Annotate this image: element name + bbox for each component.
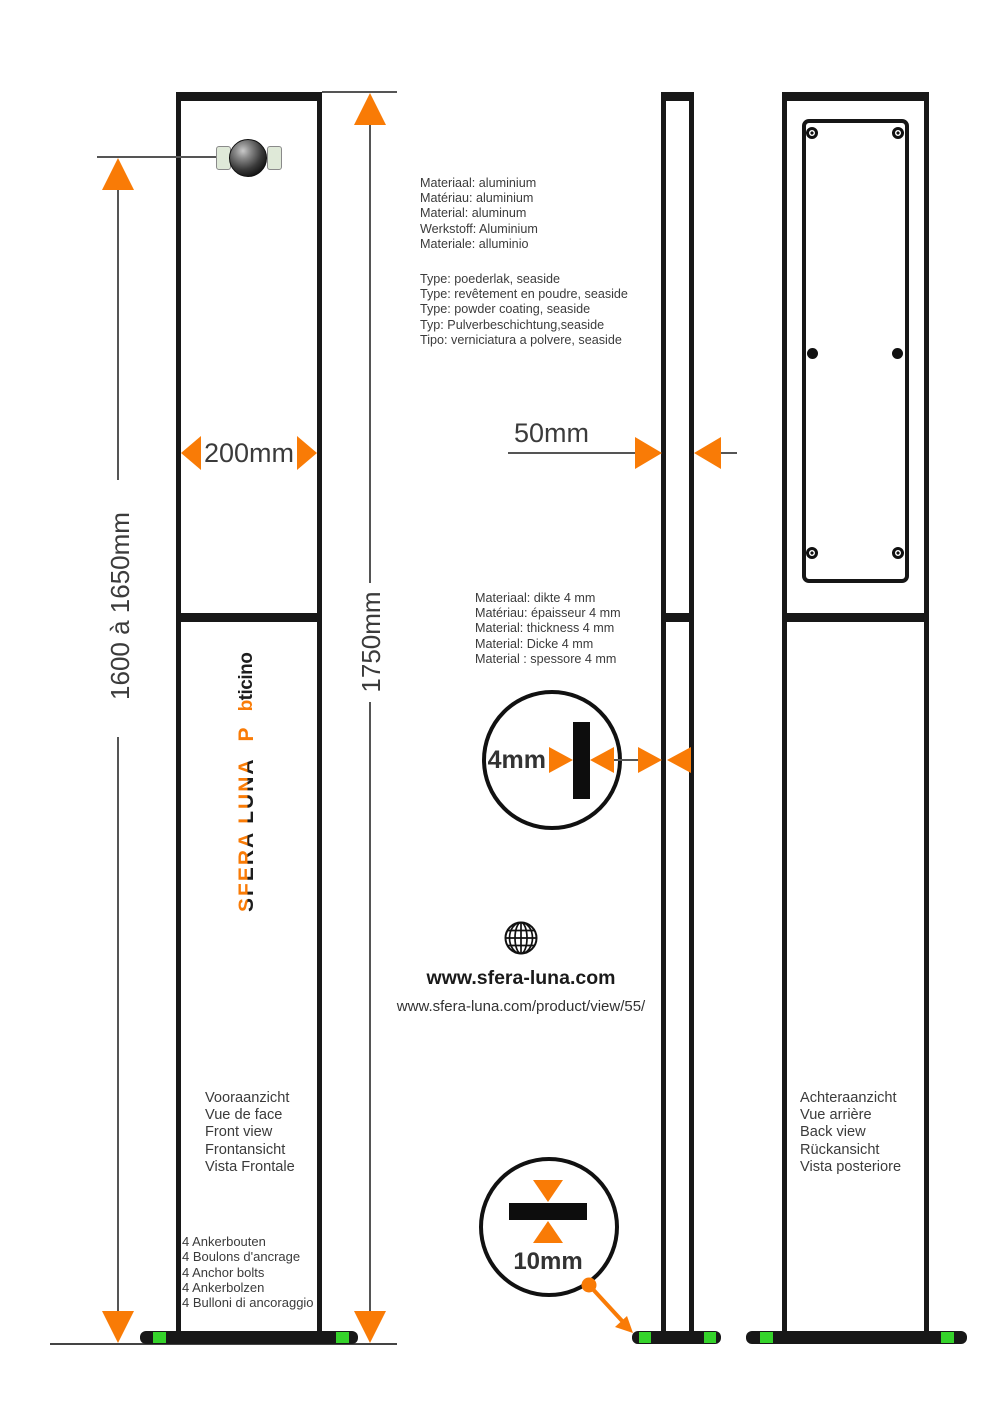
anchor-line: 4 Bulloni di ancoraggio — [182, 1295, 314, 1311]
front-view-labels — [205, 1090, 295, 1176]
arrow-down-icon — [102, 1311, 134, 1343]
website-url: www.sfera-luna.com — [426, 967, 616, 989]
screw-icon — [806, 127, 818, 139]
screw-icon — [892, 348, 903, 359]
arrow-up-icon — [102, 158, 134, 190]
base-thickness-label: 10mm — [513, 1248, 583, 1275]
spec-line: Matériau: épaisseur 4 mm — [475, 606, 621, 621]
dimension-line — [369, 125, 371, 583]
leader-line — [614, 759, 640, 761]
dimension-line — [117, 737, 119, 1311]
website-product-url: www.sfera-luna.com/product/view/55/ — [396, 998, 646, 1015]
view-label: Vue de face — [205, 1107, 283, 1124]
arrow-left-icon — [694, 437, 721, 469]
anchor-bolt-marker — [336, 1332, 349, 1343]
side-view-divider — [661, 613, 694, 622]
view-label: Front view — [205, 1124, 273, 1141]
camera-sphere — [229, 139, 267, 177]
back-base-plate — [746, 1331, 967, 1344]
spec-line: Matériau: aluminium — [420, 191, 534, 206]
spec-line: Materiale: alluminio — [420, 236, 529, 251]
bticino-b: b — [236, 700, 257, 712]
anchor-line: 4 Ankerbolzen — [182, 1279, 265, 1295]
view-label: Vue arrière — [800, 1107, 872, 1124]
back-view-divider — [782, 613, 929, 622]
wall-section-bar — [573, 722, 590, 799]
spec-line: Material: thickness 4 mm — [475, 621, 615, 636]
logo-brand-text: SFERA LUNA — [235, 757, 258, 912]
depth-dimension: 50mm — [514, 418, 590, 448]
thickness-spec-block — [475, 591, 621, 667]
view-label: Frontansicht — [205, 1141, 286, 1158]
screw-icon — [807, 348, 818, 359]
view-label: Vista posteriore — [800, 1158, 902, 1175]
anchor-line: 4 Ankerbouten — [182, 1234, 266, 1249]
front-view-divider — [176, 613, 322, 622]
height-range-dimension: 1600 à 1650mm — [104, 512, 135, 700]
spec-line: Material: aluminum — [420, 206, 527, 221]
arrow-up-icon — [354, 93, 386, 125]
overall-height-dimension: 1750mm — [355, 591, 386, 693]
globe-icon — [503, 920, 539, 956]
anchor-bolt-marker — [704, 1332, 716, 1343]
logo-series-letter: P — [235, 727, 258, 742]
triangle-down-icon — [533, 1180, 563, 1202]
spec-line: Type: revêtement en poudre, seaside — [420, 287, 628, 302]
spec-line: Type: powder coating, seaside — [420, 302, 591, 317]
wall-thickness-label: 4mm — [487, 746, 546, 774]
spec-line: Type: poederlak, seaside — [420, 272, 561, 286]
sfera-luna-logo — [233, 642, 261, 912]
anchor-bolt-marker — [941, 1332, 954, 1343]
view-label: Vista Frontale — [205, 1158, 295, 1175]
spec-line: Materiaal: dikte 4 mm — [475, 591, 596, 605]
arrow-right-icon — [549, 747, 573, 773]
material-spec-block — [420, 176, 538, 252]
spec-line: Material: Dicke 4 mm — [475, 636, 594, 651]
side-view-column — [661, 92, 694, 1332]
spec-line: Werkstoff: Aluminium — [420, 221, 538, 236]
bticino-rest: ticino — [236, 652, 257, 701]
screw-icon — [892, 547, 904, 559]
coating-spec-block — [420, 272, 628, 348]
anchor-line: 4 Boulons d'ancrage — [182, 1249, 301, 1265]
view-label: Achteraanzicht — [800, 1090, 897, 1106]
dimension-line — [508, 452, 636, 454]
view-label: Vooraanzicht — [205, 1090, 290, 1106]
arrow-left-icon — [590, 747, 614, 773]
anchor-bolt-marker — [760, 1332, 773, 1343]
arrow-right-icon — [635, 437, 662, 469]
arrow-left-icon — [667, 747, 691, 773]
dimension-line — [721, 452, 737, 454]
screw-icon — [892, 127, 904, 139]
view-label: Back view — [800, 1124, 866, 1141]
sphere-right-tab — [267, 146, 282, 170]
anchor-line: 4 Anchor bolts — [182, 1264, 265, 1280]
dimension-line — [117, 190, 119, 480]
spec-line: Tipo: verniciatura a polvere, seaside — [420, 332, 622, 347]
spec-line: Materiaal: aluminium — [420, 176, 537, 190]
spec-line: Typ: Pulverbeschichtung,seaside — [420, 317, 605, 332]
back-view-labels — [800, 1090, 901, 1176]
spec-line: Material : spessore 4 mm — [475, 651, 617, 666]
triangle-up-icon — [533, 1221, 563, 1243]
arrow-down-icon — [354, 1311, 386, 1343]
base-section-bar — [509, 1203, 587, 1220]
view-label: Rückansicht — [800, 1141, 880, 1158]
arrow-left-icon — [181, 436, 201, 470]
detail-leader-arrow — [575, 1271, 645, 1341]
anchor-bolt-marker — [153, 1332, 166, 1343]
arrow-right-icon — [638, 747, 662, 773]
arrow-right-icon — [297, 436, 317, 470]
screw-icon — [806, 547, 818, 559]
width-dimension: 200mm — [203, 437, 295, 468]
bticino-logo — [236, 653, 258, 712]
front-base-plate — [140, 1331, 358, 1344]
anchor-bolts-note — [182, 1234, 314, 1310]
